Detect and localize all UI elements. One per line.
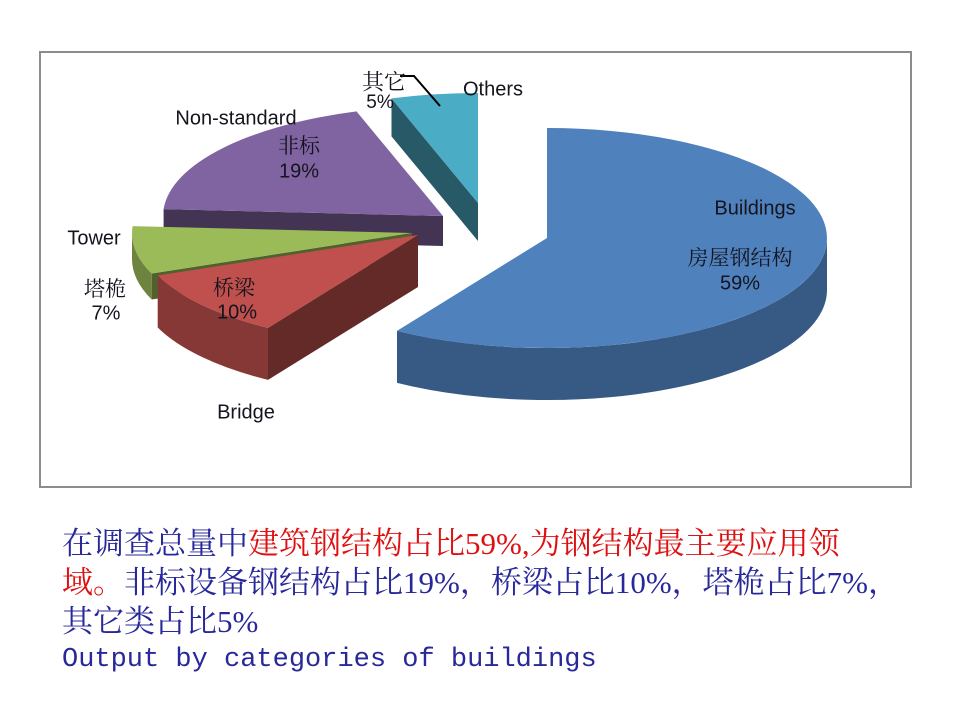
summary-line1-navy: 在调查总量中 bbox=[62, 526, 248, 561]
label-nonstandard-en: Non-standard bbox=[175, 107, 297, 130]
label-tower-cn: 塔桅 bbox=[84, 276, 126, 301]
summary-line1-red: 建筑钢结构占比59%,为钢结构最主要应用领 bbox=[248, 526, 840, 561]
label-others-pct: 5% bbox=[366, 92, 394, 114]
summary-line2-navy: 非标设备钢结构占比19%，桥梁占比10%，塔桅占比7%， bbox=[124, 565, 899, 600]
label-others-en: Others bbox=[462, 78, 524, 101]
label-buildings-cn: 房屋钢结构 bbox=[687, 245, 793, 270]
label-tower-pct: 7% bbox=[91, 302, 121, 325]
label-bridge-pct: 10% bbox=[216, 301, 258, 324]
label-nonstandard-cn: 非标 bbox=[278, 133, 320, 158]
summary-line-3: 其它类占比5% bbox=[62, 604, 259, 639]
summary-text bbox=[62, 524, 922, 680]
label-nonstandard-pct: 19% bbox=[278, 160, 320, 183]
label-bridge-cn: 桥梁 bbox=[213, 275, 255, 300]
summary-line-1 bbox=[62, 524, 922, 563]
label-buildings-en: Buildings bbox=[714, 197, 796, 220]
label-others-cn: 其它 bbox=[361, 69, 407, 95]
summary-line2-red: 域。 bbox=[62, 565, 124, 600]
chart-panel bbox=[39, 51, 912, 488]
label-bridge-en: Bridge bbox=[217, 401, 275, 424]
label-tower-en: Tower bbox=[67, 227, 121, 250]
summary-line-4: Output by categories of buildings bbox=[62, 645, 597, 675]
summary-line-2 bbox=[62, 563, 922, 602]
label-buildings-pct: 59% bbox=[719, 272, 761, 295]
